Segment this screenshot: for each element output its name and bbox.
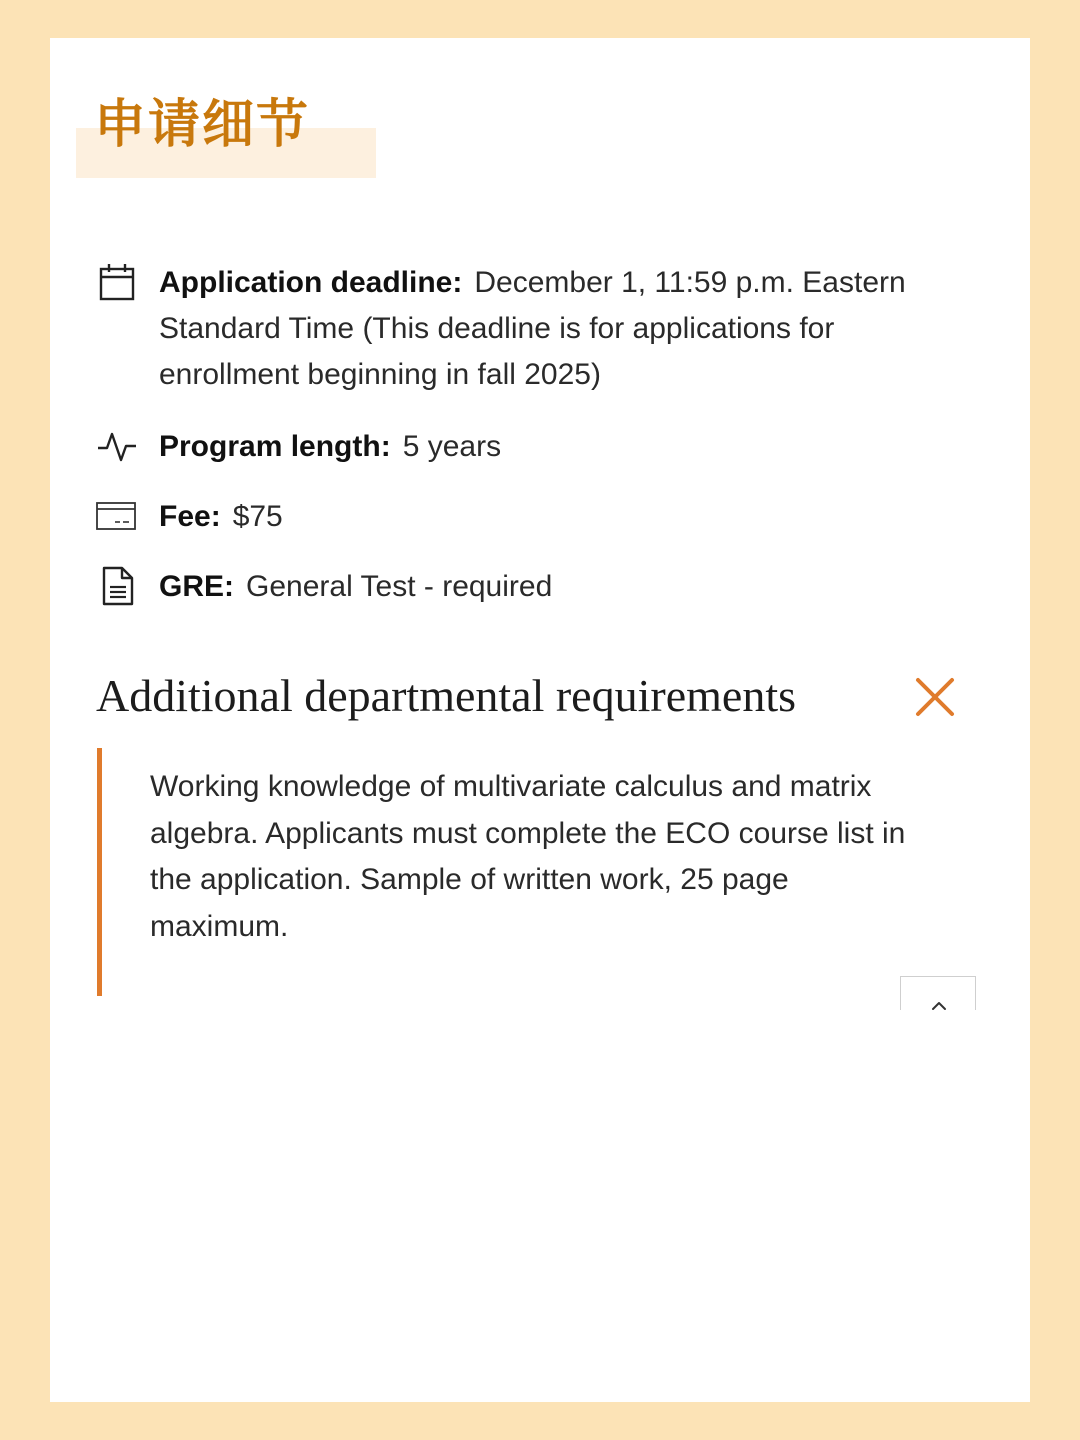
additional-requirements-heading[interactable]: Additional departmental requirements xyxy=(96,670,796,721)
requirements-accent-bar xyxy=(97,748,102,996)
page-title: 申请细节 xyxy=(94,95,311,155)
detail-value: $75 xyxy=(232,500,283,533)
close-icon[interactable] xyxy=(912,674,958,720)
detail-label: GRE: xyxy=(159,570,234,603)
calendar-icon xyxy=(95,260,139,304)
chevron-up-icon xyxy=(931,1001,947,1011)
credit-card-icon xyxy=(95,494,139,538)
activity-icon xyxy=(95,424,139,468)
detail-fee xyxy=(95,494,945,540)
scroll-to-top-button[interactable] xyxy=(900,976,976,1010)
detail-label: Fee: xyxy=(159,500,221,533)
detail-label: Program length: xyxy=(159,430,391,463)
detail-application-deadline xyxy=(95,260,945,398)
detail-label: Application deadline: xyxy=(159,266,463,299)
content-card xyxy=(50,38,1030,1402)
detail-gre xyxy=(95,564,945,610)
detail-value: December 1, 11:59 p.m. Eastern Standard Time (This deadline is for applications for enrollment beginning in fall 2025) xyxy=(159,266,906,391)
page-title-block xyxy=(76,90,376,180)
detail-value: 5 years xyxy=(402,430,502,463)
requirements-text: Working knowledge of multivariate calculus and matrix algebra. Applicants must complete the ECO course list in the application. Sample of written work, 25 page maximum. xyxy=(150,770,906,943)
document-icon xyxy=(95,564,139,608)
detail-program-length xyxy=(95,424,945,470)
detail-value: General Test - required xyxy=(246,570,553,603)
